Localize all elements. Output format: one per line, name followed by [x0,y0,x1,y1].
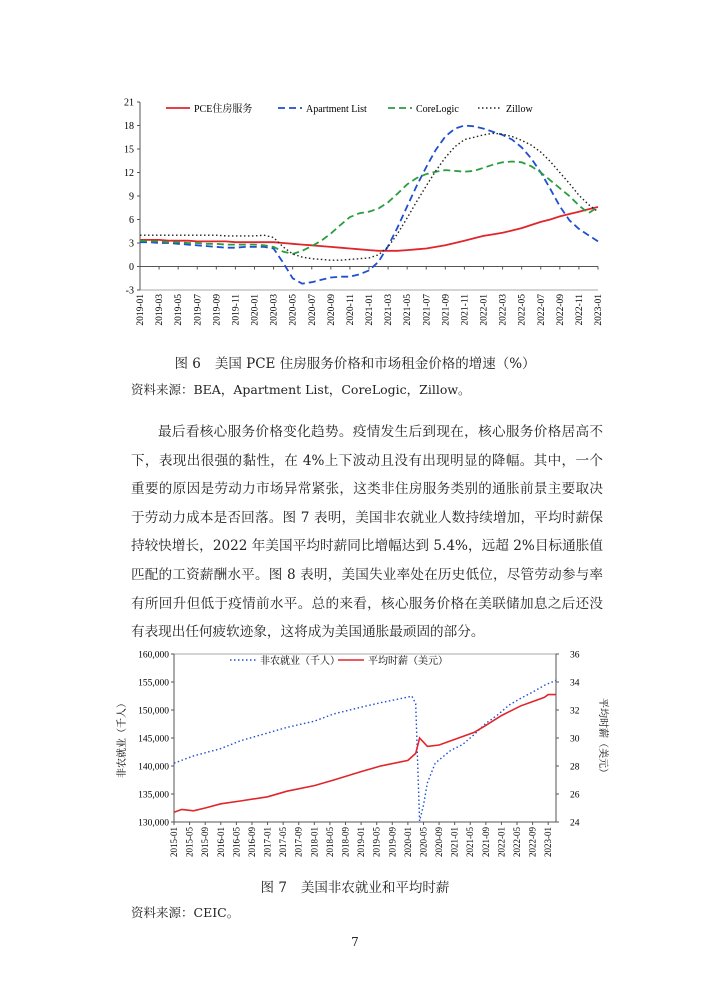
legend-label-0: 非农就业（千人） [260,656,340,667]
y-tick-label: 0 [129,262,134,273]
x-tick-label: 2021-09 [441,294,452,326]
legend-label-0: PCE住房服务 [194,104,253,115]
x-tick-label: 2017-01 [262,827,273,857]
x-tick-label: 2022-01 [496,827,507,857]
x-tick-label: 2021-05 [465,827,476,857]
left-y-tick-label: 160,000 [138,650,169,661]
right-y-tick-label: 30 [570,734,580,745]
y-tick-label: 3 [129,238,134,250]
x-tick-label: 2020-07 [307,294,318,326]
legend-label-1: 平均时薪（美元） [368,656,448,667]
left-y-tick-label: 140,000 [138,762,169,773]
x-tick-label: 2019-01 [356,827,367,857]
x-tick-label: 2019-05 [174,294,185,326]
x-tick-label: 2020-09 [434,827,445,857]
x-tick-label: 2020-03 [269,294,280,326]
x-tick-label: 2017-05 [278,827,289,857]
x-tick-label: 2019-03 [155,294,166,326]
left-axis-title: 非农就业（千人） [117,698,128,778]
x-tick-label: 2017-09 [293,827,304,857]
x-tick-label: 2019-11 [231,294,242,326]
x-tick-label: 2022-01 [479,294,490,326]
figure6-source: 资料来源：BEA，Apartment List，CoreLogic，Zillow。 [131,382,471,397]
x-tick-label: 2015-01 [169,827,179,857]
left-y-tick-label: 150,000 [138,706,169,717]
x-tick-label: 2020-09 [326,294,337,326]
x-tick-label: 2021-05 [403,294,414,326]
page-number: 7 [351,935,359,949]
left-y-tick-label: 130,000 [138,818,169,829]
x-tick-label: 2022-05 [517,294,528,326]
right-y-tick-label: 28 [570,762,580,773]
x-tick-label: 2021-11 [460,294,471,326]
figure7-source: 资料来源：CEIC。 [131,905,240,920]
x-tick-label: 2021-01 [449,827,460,857]
left-y-tick-label: 135,000 [138,790,169,801]
y-tick-label: 9 [129,191,134,203]
x-tick-label: 2020-01 [250,294,261,326]
figure6-title: 美国 PCE 住房服务价格和市场租金价格的增速（%） [214,356,536,372]
figure7-title: 美国非农就业和平均时薪 [300,880,450,896]
x-tick-label: 2022-07 [536,294,547,326]
right-y-tick-label: 32 [570,706,580,717]
right-y-tick-label: 26 [570,790,580,801]
x-tick-label: 2021-03 [384,294,395,326]
x-tick-label: 2021-01 [365,294,375,326]
x-tick-label: 2022-11 [574,294,585,326]
x-tick-label: 2016-05 [231,827,242,857]
body-paragraph: 最后看核心服务价格变化趋势。疫情发生后到现在，核心服务价格居高不下，表现出很强的黏性，在 4%上下波动且没有出现明显的降幅。其中，一个重要的原因是劳动力市场异常紧张，这类非住房服务类别的通胀前景主要取决于劳动力成本是否回落。图 7 表明，美国非农就业人数持续增加，平均时薪保持较快增长，2022 年美国平均时薪同比增幅达到 5.4%，远超 2%目标通胀值匹配的工资薪酬水平。图 8 表明，美国失业率处在历史低位，尽管劳动参与率有所回升但低于疫情前水平。总的来看，核心服务价格在美联储加息之后还没有表现出任何疲软迹象，这将成为美国通胀最顽固的部分。 [131,424,603,641]
right-y-tick-label: 36 [570,650,580,661]
series-line-1 [140,126,598,284]
y-tick-label: 18 [124,121,134,132]
figure6-caption [0,352,710,372]
y-tick-label: 15 [124,144,134,156]
right-y-tick-label: 24 [570,818,580,829]
x-tick-label: 2023-01 [594,294,604,326]
x-tick-label: 2022-05 [512,827,523,857]
x-tick-label: 2018-01 [309,827,320,857]
figure7-chart [112,640,612,872]
x-tick-label: 2019-01 [136,294,146,326]
right-y-tick-label: 34 [570,678,580,689]
left-y-tick-label: 145,000 [138,734,169,745]
figure6-chart [108,90,608,348]
series-line-0 [174,680,556,821]
x-tick-label: 2020-01 [402,827,413,857]
legend-label-1: Apartment List [306,104,367,115]
legend-label-2: CoreLogic [416,104,459,115]
x-tick-label: 2019-05 [371,827,382,857]
x-tick-label: 2020-05 [418,827,429,857]
x-tick-label: 2022-09 [555,294,566,326]
y-tick-label: 12 [124,168,134,179]
x-tick-label: 2015-09 [200,827,211,857]
x-tick-label: 2019-09 [212,294,223,326]
y-tick-label: -3 [125,285,134,297]
left-y-tick-label: 155,000 [138,678,169,689]
x-tick-label: 2021-07 [422,294,433,326]
x-tick-label: 2018-05 [324,827,335,857]
x-tick-label: 2016-01 [215,827,226,857]
figure7-number: 图 7 [260,880,287,896]
y-tick-label: 21 [124,97,134,109]
x-tick-label: 2020-05 [288,294,299,326]
legend-label-3: Zillow [506,104,533,115]
y-tick-label: 6 [129,215,134,226]
x-tick-label: 2020-11 [345,294,356,326]
figure7-caption [0,876,710,896]
x-tick-label: 2018-09 [340,827,351,857]
x-tick-label: 2019-07 [193,294,204,326]
series-line-1 [174,695,556,813]
figure6-number: 图 6 [174,356,201,372]
x-tick-label: 2023-01 [543,827,554,857]
x-tick-label: 2016-09 [246,827,257,857]
right-axis-title: 平均时薪（美元） [597,698,608,778]
series-line-2 [140,162,598,255]
x-tick-label: 2022-03 [498,294,509,326]
x-tick-label: 2021-09 [480,827,491,857]
x-tick-label: 2019-09 [387,827,398,857]
x-tick-label: 2022-09 [527,827,538,857]
x-tick-label: 2015-05 [184,827,195,857]
